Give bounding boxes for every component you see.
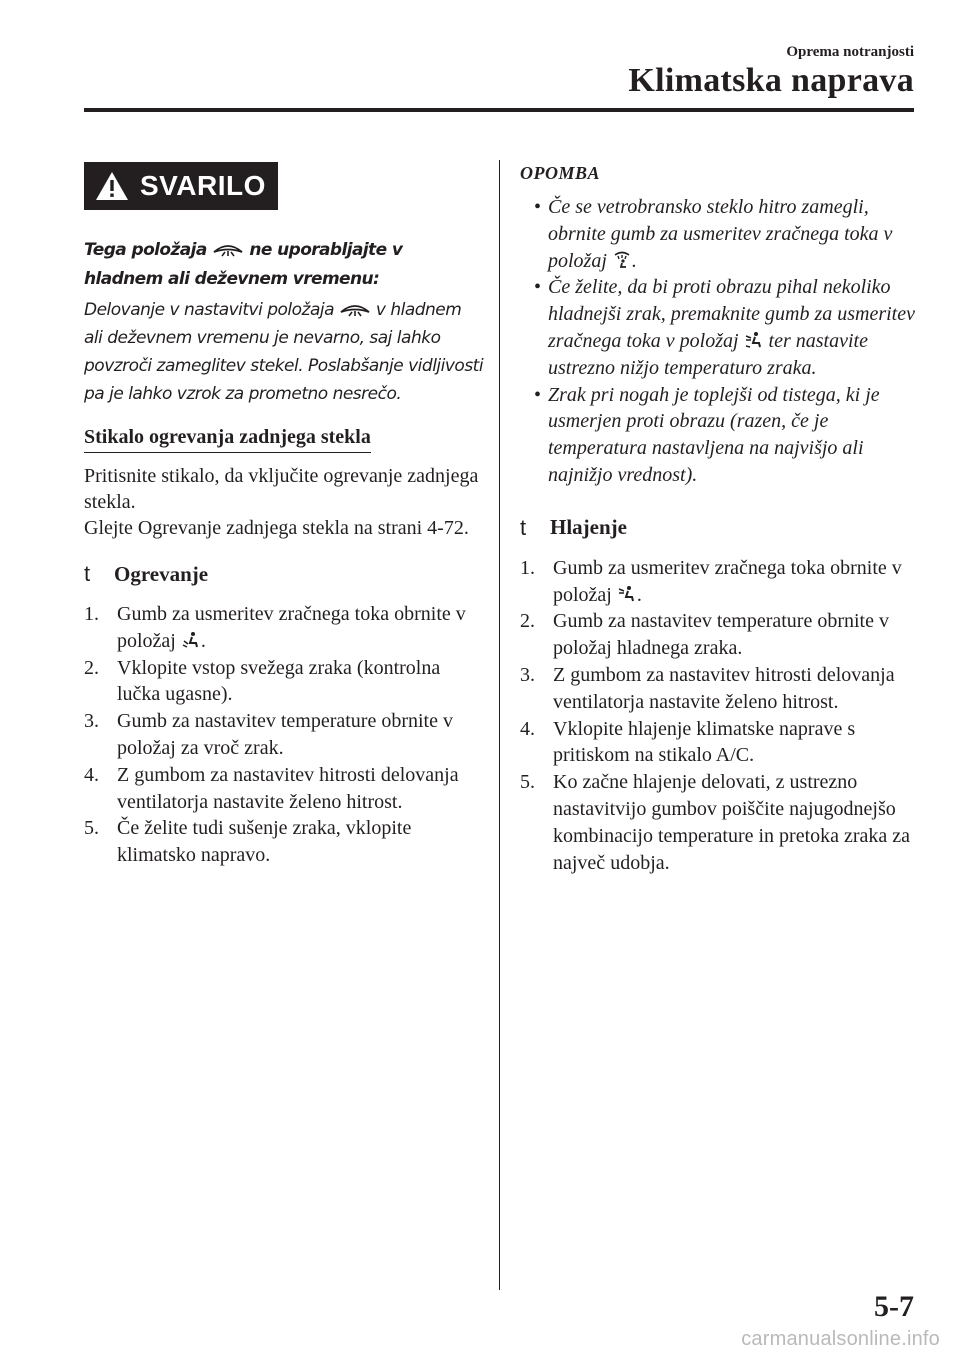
list-item (84, 708, 484, 762)
list-item (520, 769, 920, 876)
step-text: Ko začne hlajenje delovati, z ustrezno nastavitvijo gumbov poiščite najugodnejšo kombinacijo temperature in pretoka zraka za največ udobja. (553, 771, 911, 874)
step-number: 1. (84, 603, 99, 625)
list-item (520, 382, 920, 489)
step-number: 5. (84, 817, 99, 840)
list-item (520, 608, 920, 662)
windshield-mode-icon (212, 241, 244, 257)
list-item (84, 601, 484, 655)
floor-mode-icon (181, 631, 201, 649)
right-column (520, 160, 920, 876)
step-number: 3. (84, 710, 99, 733)
header-rule (84, 108, 914, 112)
list-item (520, 555, 920, 609)
face-mode-icon (617, 585, 637, 603)
step-number: 4. (84, 763, 99, 786)
warning-triangle-icon (94, 170, 130, 202)
cooling-heading (520, 515, 920, 541)
windshield-mode-icon (339, 301, 371, 317)
step-text: Vklopite vstop svežega zraka (kontrolna lučka ugasne). (117, 656, 441, 706)
list-item (84, 655, 484, 709)
note-title: OPOMBA (520, 163, 601, 183)
step-number: 2. (84, 656, 99, 679)
cooling-steps (520, 555, 920, 877)
warning-badge (84, 162, 278, 210)
step-text: Z gumbom za nastavitev hitrosti delovanja ventilatorja nastavite želeno hitrost. (117, 763, 459, 813)
step-text-end: . (200, 629, 206, 652)
step-number: 3. (520, 663, 535, 686)
rear-defroster-reference: Glejte Ogrevanje zadnjega stekla na strani 4-72. (84, 517, 469, 539)
step-text: Gumb za usmeritev zračnega toka obrnite v položaj (117, 603, 466, 652)
cooling-heading-label: Hlajenje (550, 515, 627, 540)
note-list (520, 194, 920, 489)
step-number: 4. (520, 717, 535, 740)
step-text: Če želite tudi sušenje zraka, vklopite klimatsko napravo. (117, 817, 412, 867)
defrost-floor-mode-icon (612, 251, 632, 269)
step-text: Gumb za nastavitev temperature obrnite v položaj hladnega zraka. (553, 610, 889, 660)
section-marker: t (84, 561, 91, 586)
note-text: Če se vetrobransko steklo hitro zamegli, obrnite gumb za usmeritev zračnega toka v položaj (548, 196, 893, 272)
note-text-end: ter nastavite ustrezno nižjo temperaturo zraka. (548, 329, 868, 379)
step-text-end: . (636, 583, 642, 606)
warning-body-end: v hladnem ali deževnem vremenu je nevarno, saj lahko povzroči zameglitev stekel. Poslabšanje vidljivosti pa je lahko vzrok za prometno nesrečo. (84, 300, 484, 404)
warning-heading-start: Tega položaja (84, 240, 207, 260)
list-item (84, 815, 484, 869)
heating-heading (84, 561, 484, 587)
warning-heading (84, 236, 484, 294)
rear-defroster-heading: Stikalo ogrevanja zadnjega stekla (84, 424, 371, 453)
left-column (84, 160, 484, 869)
step-number: 5. (520, 771, 535, 794)
bullet: • (534, 383, 542, 406)
list-item (520, 274, 920, 381)
step-text: Z gumbom za nastavitev hitrosti delovanja ventilatorja nastavite želeno hitrost. (553, 663, 895, 713)
column-divider (499, 160, 500, 1290)
section-name: Oprema notranjosti (786, 44, 914, 60)
list-item (84, 762, 484, 816)
warning-body-start: Delovanje v nastavitvi položaja (84, 300, 335, 320)
page-number: 5-7 (874, 1290, 914, 1323)
warning-body (84, 296, 484, 408)
watermark: carmanualsonline.info (741, 1328, 940, 1350)
step-text: Gumb za usmeritev zračnega toka obrnite v položaj (553, 556, 902, 606)
heating-heading-label: Ogrevanje (114, 561, 209, 586)
bullet: • (534, 196, 542, 218)
step-number: 2. (520, 610, 535, 633)
heating-steps (84, 601, 484, 869)
page-title: Klimatska naprava (628, 62, 914, 99)
step-text: Vklopite hlajenje klimatske naprave s pritiskom na stikalo A/C. (553, 717, 856, 767)
list-item (520, 194, 920, 274)
bullet: • (534, 276, 542, 299)
note-text: Če želite, da bi proti obrazu pihal nekoliko hladnejši zrak, premaknite gumb za usmeritev zračnega toka v položaj (548, 276, 915, 352)
rear-defroster-text: Pritisnite stikalo, da vključite ogrevanje zadnjega stekla. (84, 465, 479, 513)
list-item (520, 716, 920, 770)
warning-label: SVARILO (140, 170, 266, 201)
step-text: Gumb za nastavitev temperature obrnite v položaj za vroč zrak. (117, 710, 453, 759)
section-marker: t (520, 514, 527, 540)
note-text-end: . (631, 249, 637, 272)
note-text: Zrak pri nogah je toplejši od tistega, ki je usmerjen proti obrazu (razen, če je temperatura nastavljena na najvišjo ali najnižjo vrednost). (548, 383, 880, 486)
step-number: 1. (520, 556, 535, 579)
warning-heading-end: ne uporabljajte v hladnem ali deževnem vremenu: (84, 240, 403, 289)
list-item (520, 662, 920, 716)
bi-level-mode-icon (744, 331, 764, 349)
